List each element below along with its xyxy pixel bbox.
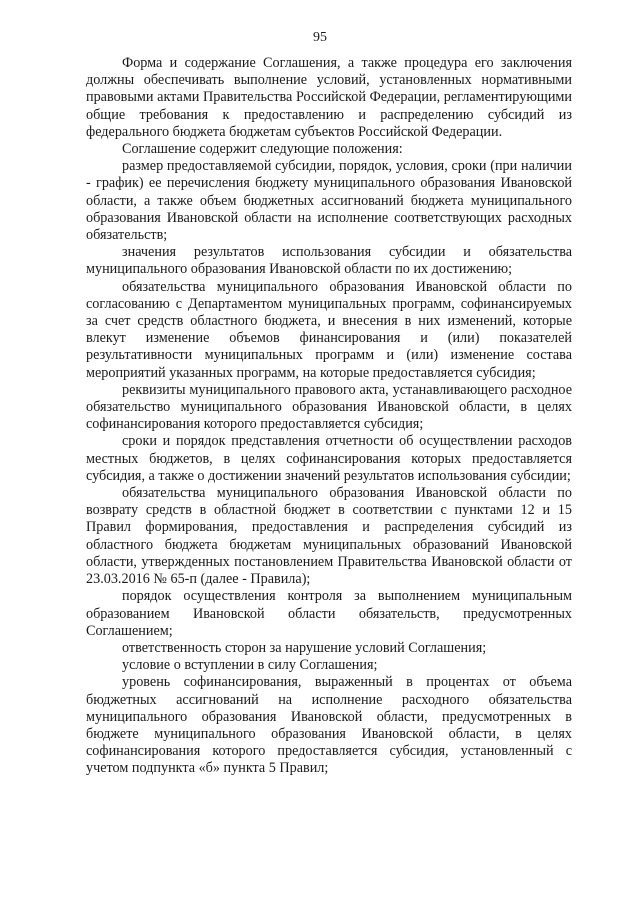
paragraph-cofinancing-level: уровень софинансирования, выраженный в процентах от объема бюджетных ассигнований на исполнение расходного обязательства муниципального образования Ивановской области, предусмотренных в бюджете муниципального образования Ивановской области, в целях софинансирования которого предоставляется субсидия, установленный с учетом подпункта «б» пункта 5 Правил; bbox=[86, 674, 572, 777]
paragraph-refund-obligations: обязательства муниципального образования Ивановской области по возврату средств в областной бюджет в соответствии с пунктами 12 и 15 Правил формирования, предоставления и распределения субсидий из областного бюджета бюджетам муниципальных образований Ивановской области, утвержденных постановлением Правительства Ивановской области от 23.03.2016 № 65-п (далее - Правила); bbox=[86, 485, 572, 588]
paragraph-subsidy-amount: размер предоставляемой субсидии, порядок, условия, сроки (при наличии - график) ее перечисления бюджету муниципального образования Ивановской области, а также объем бюджетных ассигнований бюджета муниципального образования Ивановской области на исполнение соответствующих расходных обязательств; bbox=[86, 158, 572, 244]
paragraph-usage-results: значения результатов использования субсидии и обязательства муниципального образования Ивановской области по их достижению; bbox=[86, 244, 572, 278]
paragraph-control-procedure: порядок осуществления контроля за выполнением муниципальным образованием Ивановской области обязательств, предусмотренных Соглашением; bbox=[86, 588, 572, 639]
paragraph-program-coordination: обязательства муниципального образования Ивановской области по согласованию с Департаментом муниципальных программ, софинансируемых за счет средств областного бюджета, и внесения в них изменений, которые влекут изменение объемов финансирования и (или) показателей результативности муниципальных программ и (или) изменение состава мероприятий указанных программ, на которые предоставляется субсидия; bbox=[86, 278, 572, 381]
paragraph-legal-act-details: реквизиты муниципального правового акта, устанавливающего расходное обязательство муниципального образования Ивановской области, в целях софинансирования которого предоставляется субсидия; bbox=[86, 381, 572, 433]
paragraph-reporting-terms: сроки и порядок представления отчетности об осуществлении расходов местных бюджетов, в целях софинансирования которых предоставляется субсидия, а также о достижении значений результатов использования субсидии; bbox=[86, 433, 572, 484]
document-body bbox=[86, 55, 572, 778]
paragraph-agreement-contains: Соглашение содержит следующие положения: bbox=[122, 141, 403, 158]
page-number: 95 bbox=[313, 30, 327, 45]
paragraph-liability: ответственность сторон за нарушение условий Соглашения; bbox=[122, 639, 487, 656]
paragraph-entry-into-force: условие о вступлении в силу Соглашения; bbox=[122, 657, 378, 674]
paragraph-agreement-form: Форма и содержание Соглашения, а также процедура его заключения должны обеспечивать выполнение условий, установленных нормативными правовыми актами Правительства Российской Федерации, регламентирующими общие требования к предоставлению и распределению субсидий из федерального бюджета бюджетам субъектов Российской Федерации. bbox=[86, 55, 572, 140]
